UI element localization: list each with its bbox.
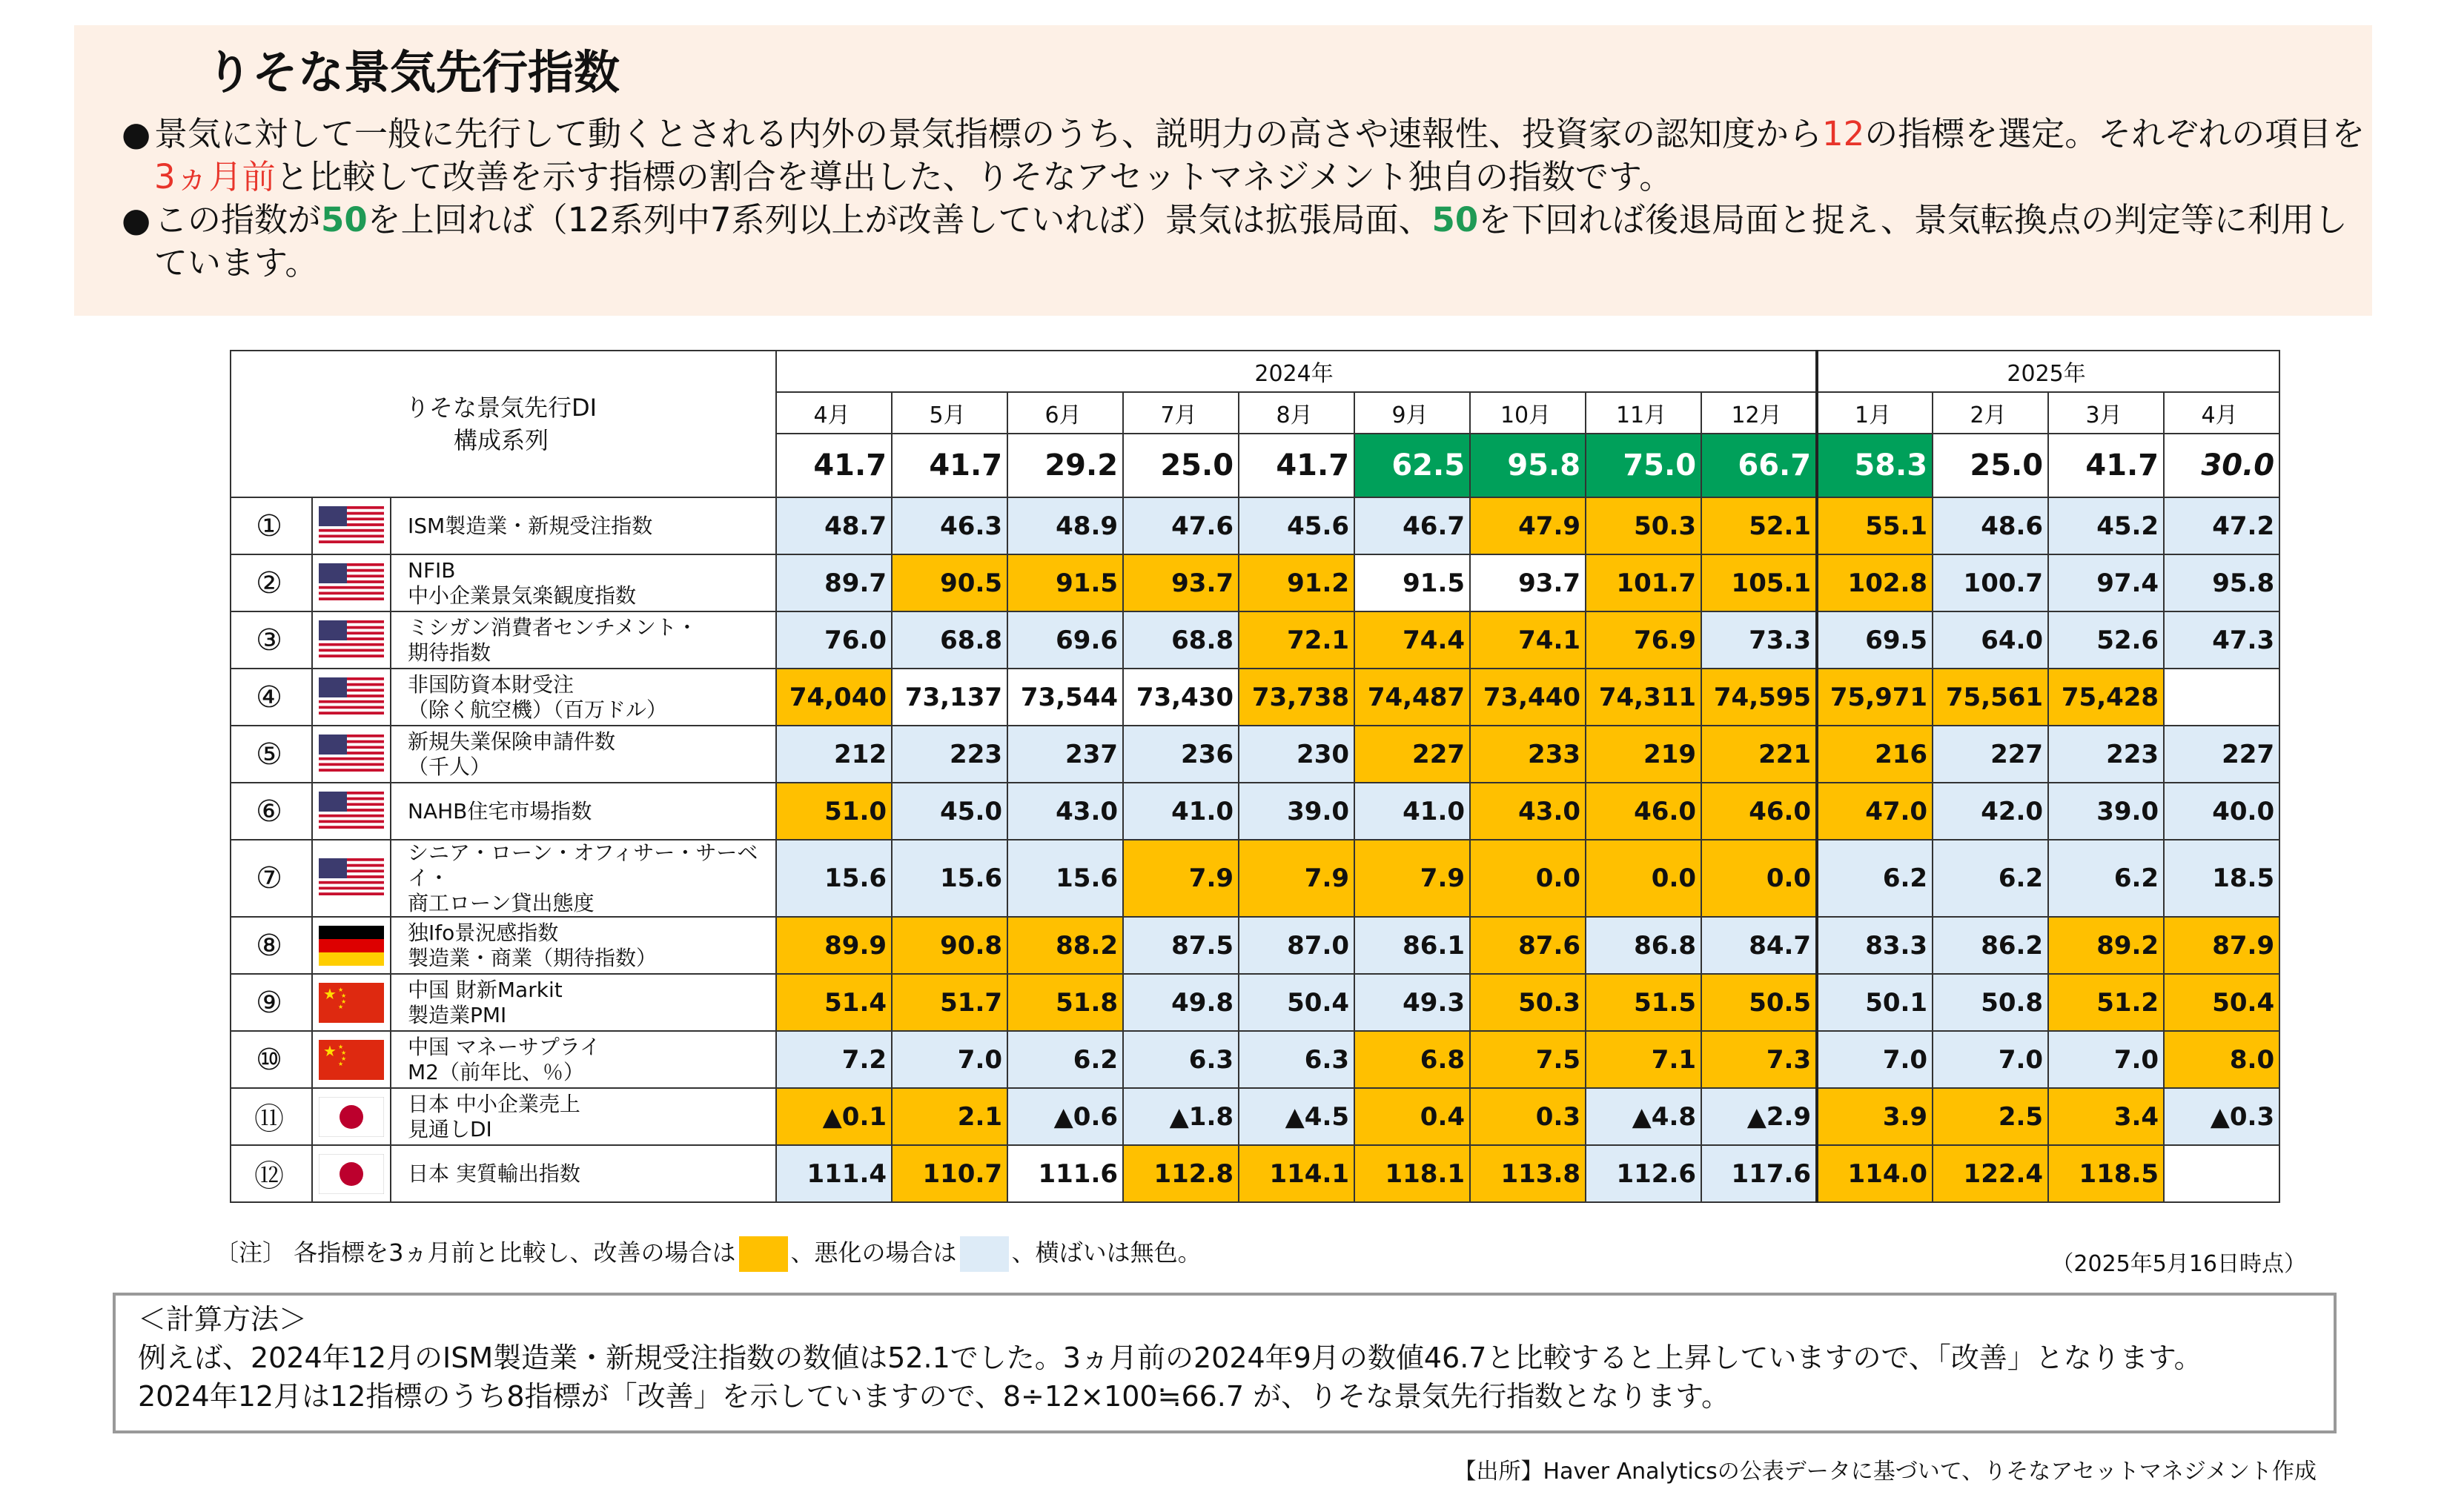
value-cell: 2.5 [1933, 1088, 2048, 1145]
month-header: 6月 [1007, 392, 1123, 434]
month-header: 1月 [1817, 392, 1933, 434]
value-cell: 15.6 [776, 840, 892, 917]
value-cell: 15.6 [892, 840, 1007, 917]
value-cell: 73,738 [1239, 669, 1354, 726]
indicator-label-line: 商工ローン貸出態度 [408, 891, 595, 915]
value-cell: ▲2.9 [1701, 1088, 1817, 1145]
month-header: 3月 [2048, 392, 2164, 434]
indicator-label-line: 中国 マネーサプライ [408, 1034, 601, 1059]
indicator-label-line: 新規失業保険申請件数 [408, 729, 616, 754]
value-cell: 51.0 [776, 783, 892, 840]
value-cell: 73,137 [892, 669, 1007, 726]
value-cell: 40.0 [2164, 783, 2279, 840]
indicator-label [391, 726, 776, 783]
indicator-label-line: M2（前年比、％） [408, 1059, 584, 1084]
row-number: ⑧ [231, 917, 312, 974]
value-cell: 75,971 [1817, 669, 1933, 726]
row-number: ① [231, 497, 312, 554]
table-row [231, 1088, 2279, 1145]
flag-cell [312, 1088, 391, 1145]
value-cell: 50.1 [1817, 974, 1933, 1031]
value-cell: 100.7 [1933, 554, 2048, 611]
value-cell: 74.4 [1354, 611, 1470, 669]
japan-flag-icon [319, 1097, 384, 1137]
svg-text:★: ★ [323, 984, 337, 1003]
source-note: 【出所】Haver Analyticsの公表データに基づいて、りそなアセットマネジメント作成 [1454, 1459, 2317, 1485]
value-cell: 49.8 [1123, 974, 1239, 1031]
worsen-swatch [960, 1236, 1009, 1272]
svg-text:★: ★ [338, 1060, 344, 1067]
value-cell: 2.1 [892, 1088, 1007, 1145]
year-header-2025: 2025年 [1817, 351, 2279, 392]
table-corner-label [231, 351, 776, 497]
value-cell: 43.0 [1470, 783, 1586, 840]
intro-bullet-2: ● この指数が50を上回れば（12系列中7系列以上が改善していれば）景気は拡張局面、50を下回れば後退局面と捉え、景気転換点の判定等に利用しています。 [122, 200, 2348, 282]
row-number: ⑩ [231, 1031, 312, 1088]
us-flag-icon [319, 506, 384, 546]
value-cell: 47.6 [1123, 497, 1239, 554]
value-cell: ▲0.6 [1007, 1088, 1123, 1145]
value-cell: 69.6 [1007, 611, 1123, 669]
japan-flag-icon [319, 1154, 384, 1194]
value-cell: 50.8 [1933, 974, 2048, 1031]
flag-cell [312, 611, 391, 669]
value-cell: 47.3 [2164, 611, 2279, 669]
value-cell: 97.4 [2048, 554, 2164, 611]
table-row [231, 840, 2279, 917]
indicator-label [391, 554, 776, 611]
value-cell: 7.5 [1470, 1031, 1586, 1088]
year-header-2024: 2024年 [776, 351, 1817, 392]
flag-cell [312, 554, 391, 611]
value-cell: 89.7 [776, 554, 892, 611]
value-cell: 46.0 [1586, 783, 1701, 840]
value-cell: 7.9 [1354, 840, 1470, 917]
month-header: 5月 [892, 392, 1007, 434]
value-cell: 7.3 [1701, 1031, 1817, 1088]
value-cell: 51.7 [892, 974, 1007, 1031]
value-cell: 7.0 [2048, 1031, 2164, 1088]
value-cell: 95.8 [2164, 554, 2279, 611]
value-cell: 72.1 [1239, 611, 1354, 669]
value-cell: 8.0 [2164, 1031, 2279, 1088]
germany-flag-icon [319, 926, 384, 966]
indicator-label [391, 1031, 776, 1088]
as-of-date: （2025年5月16日時点） [2051, 1251, 2306, 1277]
value-cell: 47.2 [2164, 497, 2279, 554]
value-cell: 6.2 [1933, 840, 2048, 917]
value-cell: 18.5 [2164, 840, 2279, 917]
row-number: ⑨ [231, 974, 312, 1031]
value-cell: 50.5 [1701, 974, 1817, 1031]
value-cell: 51.4 [776, 974, 892, 1031]
value-cell: 87.6 [1470, 917, 1586, 974]
value-cell: 91.5 [1354, 554, 1470, 611]
value-cell: 55.1 [1817, 497, 1933, 554]
value-cell: 47.0 [1817, 783, 1933, 840]
value-cell: 50.4 [2164, 974, 2279, 1031]
di-value-cell: 41.7 [1239, 434, 1354, 497]
value-cell: 6.2 [1817, 840, 1933, 917]
row-number: ③ [231, 611, 312, 669]
table-row [231, 497, 2279, 554]
value-cell: 102.8 [1817, 554, 1933, 611]
value-cell: 89.2 [2048, 917, 2164, 974]
indicator-label-line: （除く航空機）（百万ドル） [408, 697, 668, 722]
legend-note: 〔注〕 各指標を3ヵ月前と比較し、改善の場合は 、悪化の場合は 、横ばいは無色。 [215, 1230, 1202, 1275]
us-flag-icon [319, 620, 384, 660]
di-value-cell: 41.7 [2048, 434, 2164, 497]
svg-text:★: ★ [323, 1041, 337, 1060]
flag-cell [312, 1031, 391, 1088]
table-row [231, 611, 2279, 669]
di-value-cell: 66.7 [1701, 434, 1817, 497]
value-cell: 51.5 [1586, 974, 1701, 1031]
table-row [231, 783, 2279, 840]
value-cell: 49.3 [1354, 974, 1470, 1031]
value-cell: 118.1 [1354, 1145, 1470, 1202]
month-header: 2月 [1933, 392, 2048, 434]
row-number: ④ [231, 669, 312, 726]
table-row [231, 1031, 2279, 1088]
value-cell: 3.9 [1817, 1088, 1933, 1145]
value-cell: 68.8 [892, 611, 1007, 669]
value-cell: 50.4 [1239, 974, 1354, 1031]
value-cell: 236 [1123, 726, 1239, 783]
value-cell: 0.0 [1586, 840, 1701, 917]
value-cell: 7.0 [1933, 1031, 2048, 1088]
value-cell: 46.7 [1354, 497, 1470, 554]
value-cell: 114.0 [1817, 1145, 1933, 1202]
value-cell: 86.1 [1354, 917, 1470, 974]
month-header: 8月 [1239, 392, 1354, 434]
di-value-cell: 62.5 [1354, 434, 1470, 497]
table-row [231, 917, 2279, 974]
value-cell: 91.5 [1007, 554, 1123, 611]
value-cell: 223 [2048, 726, 2164, 783]
value-cell: 216 [1817, 726, 1933, 783]
table-row [231, 1145, 2279, 1202]
calc-method-box [113, 1293, 2337, 1433]
indicator-label-line: （千人） [408, 754, 491, 779]
calc-line-1: 例えば、2024年12月のISM製造業・新規受注指数の数値は52.1でした。3ヵ月前の2024年9月の数値46.7と比較すると上昇していますので、「改善」となります。 [138, 1342, 2202, 1374]
value-cell: 73,544 [1007, 669, 1123, 726]
table-row [231, 669, 2279, 726]
value-cell: 88.2 [1007, 917, 1123, 974]
value-cell: 86.8 [1586, 917, 1701, 974]
di-table [230, 350, 2280, 1203]
value-cell: 233 [1470, 726, 1586, 783]
value-cell: 74.1 [1470, 611, 1586, 669]
value-cell: 47.9 [1470, 497, 1586, 554]
calc-line-2: 2024年12月は12指標のうち8指標が「改善」を示していますので、8÷12×100≒66.7 が、りそな景気先行指数となります。 [138, 1380, 1730, 1413]
flag-cell [312, 917, 391, 974]
value-cell: 6.2 [1007, 1031, 1123, 1088]
month-header: 4月 [776, 392, 892, 434]
value-cell: 7.9 [1239, 840, 1354, 917]
month-header: 11月 [1586, 392, 1701, 434]
value-cell: 7.2 [776, 1031, 892, 1088]
indicator-label [391, 1088, 776, 1145]
value-cell: 41.0 [1354, 783, 1470, 840]
row-number: ⑤ [231, 726, 312, 783]
value-cell: 6.3 [1239, 1031, 1354, 1088]
value-cell: ▲4.5 [1239, 1088, 1354, 1145]
value-cell: 74,311 [1586, 669, 1701, 726]
value-cell: 39.0 [1239, 783, 1354, 840]
value-cell: 68.8 [1123, 611, 1239, 669]
value-cell: 48.6 [1933, 497, 2048, 554]
flag-cell [312, 783, 391, 840]
value-cell: 76.0 [776, 611, 892, 669]
value-cell: 90.8 [892, 917, 1007, 974]
indicator-label-line: 日本 中小企業売上 [408, 1091, 580, 1116]
value-cell: 87.9 [2164, 917, 2279, 974]
value-cell: 50.3 [1470, 974, 1586, 1031]
flag-cell [312, 726, 391, 783]
svg-text:★: ★ [341, 1055, 347, 1062]
flag-cell [312, 497, 391, 554]
indicator-label-line: ISM製造業・新規受注指数 [408, 513, 653, 538]
flag-cell [312, 669, 391, 726]
value-cell: 101.7 [1586, 554, 1701, 611]
china-flag-icon [319, 983, 384, 1023]
row-number: ⑦ [231, 840, 312, 917]
month-header: 10月 [1470, 392, 1586, 434]
value-cell: 111.4 [776, 1145, 892, 1202]
us-flag-icon [319, 735, 384, 775]
calc-heading: ＜計算方法＞ [138, 1303, 308, 1336]
indicator-label-line: 中国 財新Markit [408, 977, 563, 1002]
value-cell: 114.1 [1239, 1145, 1354, 1202]
value-cell [2164, 1145, 2279, 1202]
value-cell: 230 [1239, 726, 1354, 783]
value-cell: 73,430 [1123, 669, 1239, 726]
value-cell: 73.3 [1701, 611, 1817, 669]
value-cell: 84.7 [1701, 917, 1817, 974]
value-cell: ▲1.8 [1123, 1088, 1239, 1145]
value-cell: 45.0 [892, 783, 1007, 840]
indicator-label [391, 669, 776, 726]
value-cell: 45.2 [2048, 497, 2164, 554]
di-value-cell: 29.2 [1007, 434, 1123, 497]
value-cell: 105.1 [1701, 554, 1817, 611]
svg-text:★: ★ [341, 998, 347, 1005]
value-cell [2164, 669, 2279, 726]
value-cell: 87.5 [1123, 917, 1239, 974]
row-number: ② [231, 554, 312, 611]
value-cell: 237 [1007, 726, 1123, 783]
indicator-label [391, 611, 776, 669]
month-header: 7月 [1123, 392, 1239, 434]
month-header: 9月 [1354, 392, 1470, 434]
value-cell: 227 [1933, 726, 2048, 783]
di-value-cell: 30.0 [2164, 434, 2279, 497]
value-cell: 45.6 [1239, 497, 1354, 554]
value-cell: 0.4 [1354, 1088, 1470, 1145]
indicator-label-line: 非国防資本財受注 [408, 672, 575, 697]
value-cell: 75,561 [1933, 669, 2048, 726]
svg-text:★: ★ [338, 986, 344, 993]
value-cell: 111.6 [1007, 1145, 1123, 1202]
value-cell: 113.8 [1470, 1145, 1586, 1202]
value-cell: 223 [892, 726, 1007, 783]
value-cell: 0.0 [1470, 840, 1586, 917]
flag-cell [312, 1145, 391, 1202]
value-cell: 69.5 [1817, 611, 1933, 669]
di-value-cell: 41.7 [776, 434, 892, 497]
table-row [231, 974, 2279, 1031]
value-cell: 52.6 [2048, 611, 2164, 669]
di-value-cell: 75.0 [1586, 434, 1701, 497]
row-number: ⑥ [231, 783, 312, 840]
value-cell: 74,487 [1354, 669, 1470, 726]
value-cell: 90.5 [892, 554, 1007, 611]
value-cell: 48.7 [776, 497, 892, 554]
intro-panel [74, 25, 2372, 316]
value-cell: 93.7 [1470, 554, 1586, 611]
value-cell: 48.9 [1007, 497, 1123, 554]
us-flag-icon [319, 563, 384, 603]
value-cell: 74,040 [776, 669, 892, 726]
value-cell: 219 [1586, 726, 1701, 783]
value-cell: 0.0 [1701, 840, 1817, 917]
value-cell: 7.1 [1586, 1031, 1701, 1088]
us-flag-icon [319, 677, 384, 717]
value-cell: 64.0 [1933, 611, 2048, 669]
value-cell: 227 [2164, 726, 2279, 783]
value-cell: 52.1 [1701, 497, 1817, 554]
di-value-cell: 58.3 [1817, 434, 1933, 497]
value-cell: 89.9 [776, 917, 892, 974]
page-title: りそな景気先行指数 [206, 45, 620, 99]
corner-line-1: りそな景気先行DI [405, 394, 597, 422]
value-cell: 118.5 [2048, 1145, 2164, 1202]
value-cell: 6.8 [1354, 1031, 1470, 1088]
value-cell: 50.3 [1586, 497, 1701, 554]
value-cell: 42.0 [1933, 783, 2048, 840]
value-cell: 73,440 [1470, 669, 1586, 726]
indicator-label-line: 製造業PMI [408, 1002, 507, 1027]
value-cell: 39.0 [2048, 783, 2164, 840]
di-value-cell: 41.7 [892, 434, 1007, 497]
indicator-label-line: NAHB住宅市場指数 [408, 798, 592, 823]
value-cell: 51.8 [1007, 974, 1123, 1031]
flag-cell [312, 840, 391, 917]
value-cell: ▲4.8 [1586, 1088, 1701, 1145]
value-cell: 41.0 [1123, 783, 1239, 840]
value-cell: 6.3 [1123, 1031, 1239, 1088]
us-flag-icon [319, 858, 384, 898]
value-cell: 0.3 [1470, 1088, 1586, 1145]
indicator-label [391, 783, 776, 840]
indicator-label-line: 期待指数 [408, 640, 491, 665]
indicator-label-line: NFIB [408, 557, 456, 583]
value-cell: 51.2 [2048, 974, 2164, 1031]
indicator-label-line: 日本 実質輸出指数 [408, 1161, 580, 1186]
value-cell: 75,428 [2048, 669, 2164, 726]
value-cell: 227 [1354, 726, 1470, 783]
china-flag-icon [319, 1040, 384, 1080]
value-cell: 112.6 [1586, 1145, 1701, 1202]
value-cell: 117.6 [1701, 1145, 1817, 1202]
indicator-label [391, 840, 776, 917]
value-cell: 6.2 [2048, 840, 2164, 917]
value-cell: 122.4 [1933, 1145, 2048, 1202]
indicator-label-line: 中小企業景気楽観度指数 [408, 583, 637, 608]
value-cell: 212 [776, 726, 892, 783]
indicator-label-line: 見通しDI [408, 1116, 492, 1141]
flag-cell [312, 974, 391, 1031]
di-value-cell: 25.0 [1933, 434, 2048, 497]
value-cell: 3.4 [2048, 1088, 2164, 1145]
value-cell: 110.7 [892, 1145, 1007, 1202]
value-cell: 221 [1701, 726, 1817, 783]
corner-line-2: 構成系列 [454, 426, 549, 454]
value-cell: 86.2 [1933, 917, 2048, 974]
value-cell: 91.2 [1239, 554, 1354, 611]
value-cell: 43.0 [1007, 783, 1123, 840]
indicator-label-line: 独Ifo景況感指数 [408, 920, 559, 945]
indicator-label [391, 917, 776, 974]
indicator-label [391, 974, 776, 1031]
indicator-label [391, 497, 776, 554]
svg-text:★: ★ [338, 1043, 344, 1050]
value-cell: 7.0 [892, 1031, 1007, 1088]
value-cell: 87.0 [1239, 917, 1354, 974]
value-cell: 112.8 [1123, 1145, 1239, 1202]
value-cell: 74,595 [1701, 669, 1817, 726]
value-cell: ▲0.1 [776, 1088, 892, 1145]
table-row [231, 726, 2279, 783]
value-cell: 46.3 [892, 497, 1007, 554]
row-number: ⑪ [231, 1088, 312, 1145]
indicator-label [391, 1145, 776, 1202]
value-cell: 15.6 [1007, 840, 1123, 917]
improve-swatch [739, 1236, 788, 1272]
month-header: 12月 [1701, 392, 1817, 434]
value-cell: 76.9 [1586, 611, 1701, 669]
indicator-label-line: 製造業・商業（期待指数） [408, 945, 658, 970]
indicator-label-line: ミシガン消費者センチメント・ [408, 614, 698, 640]
value-cell: 7.9 [1123, 840, 1239, 917]
intro-bullet-1: ● 景気に対して一般に先行して動くとされる内外の景気指標のうち、説明力の高さや速報性、投資家の認知度から12の指標を選定。それぞれの項目を3ヵ月前と比較して改善を示す指標の割合を導出した、りそなアセットマネジメント独自の指数です。 [122, 114, 2365, 196]
svg-text:★: ★ [341, 992, 347, 999]
value-cell: 93.7 [1123, 554, 1239, 611]
value-cell: 83.3 [1817, 917, 1933, 974]
svg-text:★: ★ [341, 1049, 347, 1056]
value-cell: 7.0 [1817, 1031, 1933, 1088]
value-cell: 46.0 [1701, 783, 1817, 840]
table-row [231, 554, 2279, 611]
di-value-cell: 95.8 [1470, 434, 1586, 497]
indicator-label-line: シニア・ローン・オフィサー・サーベイ・ [408, 840, 758, 890]
us-flag-icon [319, 792, 384, 832]
di-value-cell: 25.0 [1123, 434, 1239, 497]
svg-text:★: ★ [338, 1003, 344, 1010]
month-header: 4月 [2164, 392, 2279, 434]
di-table-wrap [230, 350, 2275, 1203]
row-number: ⑫ [231, 1145, 312, 1202]
value-cell: ▲0.3 [2164, 1088, 2279, 1145]
